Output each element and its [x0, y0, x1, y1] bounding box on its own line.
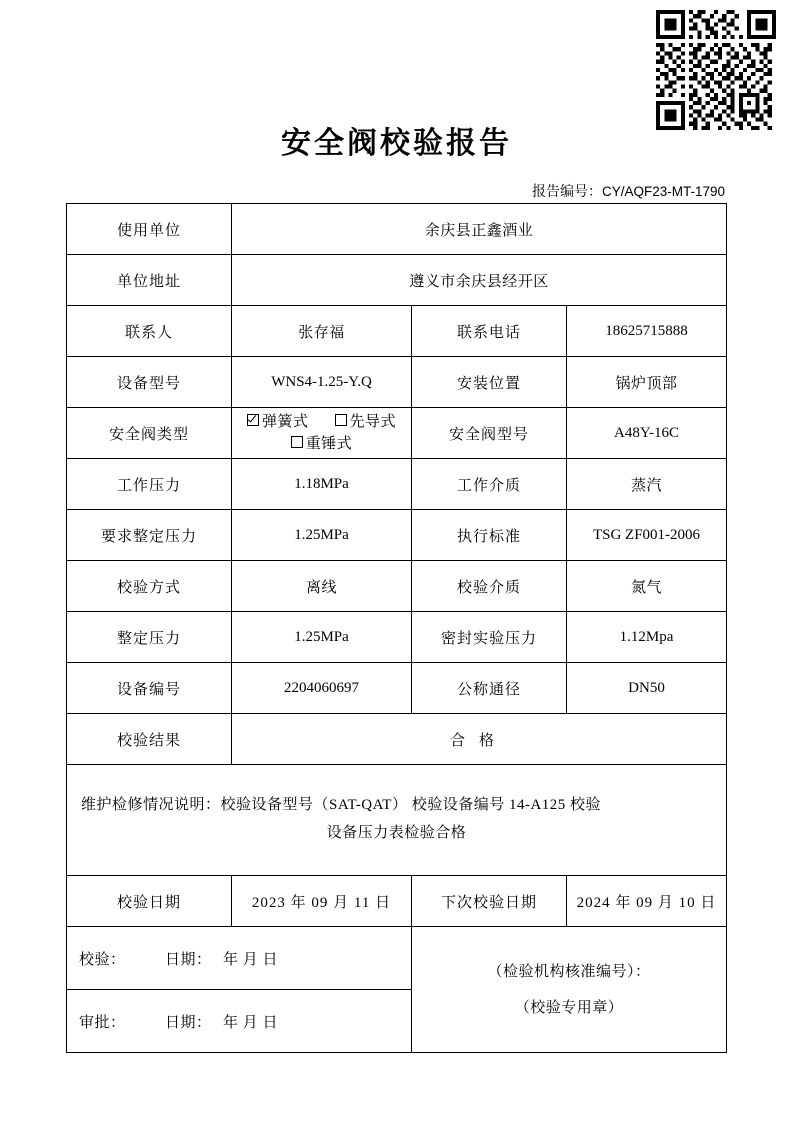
- signature-approve-date-label: 日期：: [165, 1014, 212, 1031]
- checkbox-icon-empty: [335, 414, 347, 426]
- row-value-device-no: 2204060697: [232, 663, 412, 714]
- table-row: [67, 561, 727, 612]
- row-label-valve-model: 安全阀型号: [412, 408, 567, 459]
- row-label-seal-test-pressure: 密封实验压力: [412, 612, 567, 663]
- row-value-check-date: 2023 年 09 月 11 日: [232, 876, 412, 927]
- seal-line-1: （检验机构核准编号）：: [487, 963, 651, 980]
- page-title: 安全阀校验报告: [281, 127, 512, 160]
- row-value-contact: 张存福: [232, 306, 412, 357]
- valve-type-row-1: [236, 411, 407, 434]
- row-label-set-pressure: 整定压力: [67, 612, 232, 663]
- qr-code: [656, 10, 776, 130]
- report-number-value: CY/AQF23-MT-1790: [601, 184, 725, 199]
- row-label-valve-type: 安全阀类型: [67, 408, 232, 459]
- checkbox-icon-empty: [291, 436, 303, 448]
- report-number: [0, 181, 725, 201]
- seal-line-2: （校验专用章）: [514, 999, 624, 1016]
- row-label-device-no: 设备编号: [67, 663, 232, 714]
- table-row-notes: [67, 765, 727, 876]
- row-label-check-method: 校验方式: [67, 561, 232, 612]
- signature-approve-ymd: 年 月 日: [223, 1014, 279, 1031]
- row-value-install-position: 锅炉顶部: [567, 357, 727, 408]
- table-row: [67, 510, 727, 561]
- row-label-device-model: 设备型号: [67, 357, 232, 408]
- checkbox-label-pilot: 先导式: [349, 413, 397, 430]
- row-value-check-method: 离线: [232, 561, 412, 612]
- report-table: [66, 203, 727, 1053]
- row-label-unit-address: 单位地址: [67, 255, 232, 306]
- row-value-seal-test-pressure: 1.12Mpa: [567, 612, 727, 663]
- row-label-required-set-pressure: 要求整定压力: [67, 510, 232, 561]
- row-label-standard: 执行标准: [412, 510, 567, 561]
- row-value-using-unit: 余庆县正鑫酒业: [232, 204, 727, 255]
- signature-check: [67, 927, 412, 990]
- row-value-valve-type: [232, 408, 412, 459]
- row-value-unit-address: 遵义市余庆县经开区: [232, 255, 727, 306]
- row-value-valve-model: A48Y-16C: [567, 408, 727, 459]
- seal-area: [412, 927, 727, 1053]
- checkbox-pilot-type[interactable]: [335, 411, 397, 434]
- row-value-working-medium: 蒸汽: [567, 459, 727, 510]
- table-row: [67, 204, 727, 255]
- valve-type-options: [236, 411, 407, 456]
- row-label-contact: 联系人: [67, 306, 232, 357]
- table-row-sign-check: [67, 927, 727, 990]
- qr-code-image: [656, 10, 776, 130]
- signature-approve-label: 审批：: [79, 1014, 126, 1031]
- row-value-check-medium: 氮气: [567, 561, 727, 612]
- valve-type-row-2: [236, 433, 407, 456]
- row-label-phone: 联系电话: [412, 306, 567, 357]
- row-value-phone: 18625715888: [567, 306, 727, 357]
- row-label-check-medium: 校验介质: [412, 561, 567, 612]
- table-row: [67, 612, 727, 663]
- report-number-label: 报告编号：: [531, 185, 602, 200]
- signature-check-date-label: 日期：: [165, 951, 212, 968]
- row-value-required-set-pressure: 1.25MPa: [232, 510, 412, 561]
- checkbox-label-spring: 弹簧式: [261, 413, 309, 430]
- maintenance-notes: [67, 765, 727, 876]
- row-value-set-pressure: 1.25MPa: [232, 612, 412, 663]
- row-label-using-unit: 使用单位: [67, 204, 232, 255]
- table-row-dates: [67, 876, 727, 927]
- table-row: [67, 357, 727, 408]
- row-label-working-pressure: 工作压力: [67, 459, 232, 510]
- row-label-nominal-diameter: 公称通径: [412, 663, 567, 714]
- row-value-result: 合格: [232, 714, 727, 765]
- table-row: [67, 663, 727, 714]
- row-label-next-check-date: 下次校验日期: [412, 876, 567, 927]
- row-value-device-model: WNS4-1.25-Y.Q: [232, 357, 412, 408]
- notes-line-1: 维护检修情况说明：校验设备型号（SAT-QAT） 校验设备编号 14-A125 校验: [81, 796, 602, 813]
- signature-check-ymd: 年 月 日: [223, 951, 279, 968]
- table-row: [67, 255, 727, 306]
- table-row: [67, 714, 727, 765]
- table-row: [67, 408, 727, 459]
- table-row: [67, 306, 727, 357]
- signature-check-label: 校验：: [79, 951, 126, 968]
- row-value-nominal-diameter: DN50: [567, 663, 727, 714]
- row-label-check-date: 校验日期: [67, 876, 232, 927]
- checkbox-spring-type[interactable]: [247, 411, 309, 434]
- row-value-standard: TSG ZF001-2006: [567, 510, 727, 561]
- row-value-next-check-date: 2024 年 09 月 10 日: [567, 876, 727, 927]
- notes-line-2: 设备压力表检验合格: [326, 825, 467, 841]
- checkbox-icon-checked: [247, 414, 259, 426]
- checkbox-label-weight: 重锤式: [305, 436, 353, 452]
- row-label-working-medium: 工作介质: [412, 459, 567, 510]
- row-label-install-position: 安装位置: [412, 357, 567, 408]
- table-row: [67, 459, 727, 510]
- checkbox-weight-type[interactable]: [291, 433, 353, 456]
- row-value-working-pressure: 1.18MPa: [232, 459, 412, 510]
- row-label-result: 校验结果: [67, 714, 232, 765]
- signature-approve: [67, 990, 412, 1053]
